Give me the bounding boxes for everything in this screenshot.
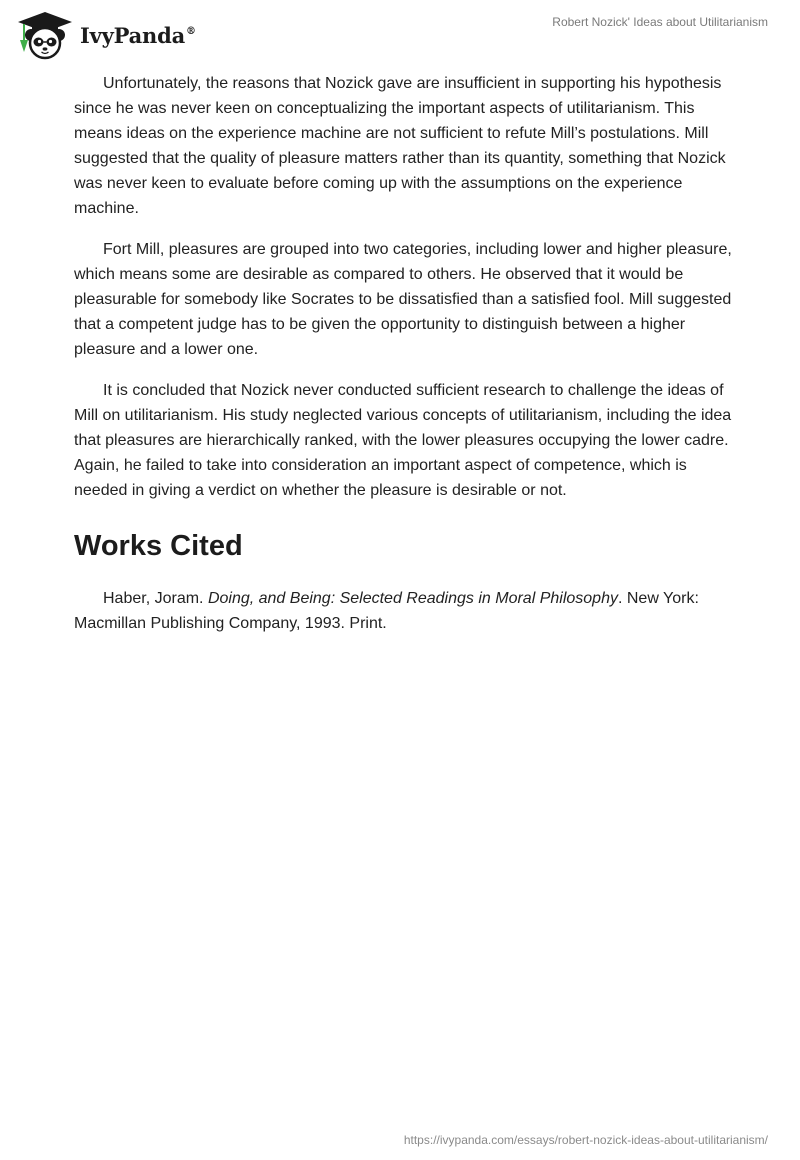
page-header <box>0 0 800 70</box>
works-cited-heading: Works Cited <box>74 530 243 562</box>
citation-title: Doing, and Being: Selected Readings in Moral Philosophy <box>207 590 618 607</box>
body-paragraph-3: It is concluded that Nozick never conducted sufficient research to challenge the ideas of Mill on utilitarianism. His study neglected various concepts of utilitarianism, including the idea that pleasures are hierarchically ranked, with the lower pleasures occupying the lower cadre. Again, he failed to take into consideration an important aspect of competence, which is needed in giving a verdict on whether the pleasure is desirable or not. <box>74 382 732 499</box>
citation-publisher: . New York: Macmillan Publishing Company, 1993. Print. <box>74 590 699 632</box>
logo-text: IvyPanda® <box>80 22 196 48</box>
citation-author: Haber, Joram. <box>103 590 208 607</box>
registered-mark: ® <box>186 25 196 37</box>
source-url[interactable]: https://ivypanda.com/essays/robert-nozick-ideas-about-utilitarianism/ <box>403 1133 768 1147</box>
ivypanda-logo[interactable] <box>14 8 196 60</box>
document-title: Robert Nozick' Ideas about Utilitarianism <box>552 15 768 29</box>
citation-entry <box>74 586 734 636</box>
body-paragraph-2: Fort Mill, pleasures are grouped into two categories, including lower and higher pleasure, which means some are desirable as compared to others. He observed that it would be pleasurable for somebody like Socrates to be dissatisfied than a satisfied fool. Mill suggested that a competent judge has to be given the opportunity to distinguish between a higher pleasure and a lower one. <box>74 241 732 358</box>
body-paragraph-1: Unfortunately, the reasons that Nozick gave are insufficient in supporting his hypothesis since he was never keen on conceptualizing the important aspects of utilitarianism. This means ideas on the experience machine are not sufficient to refute Mill’s postulations. Mill suggested that the quality of pleasure matters rather than its quantity, something that Nozick was never keen to evaluate before coming up with the assumptions on the experience machine. <box>74 75 726 217</box>
panda-graduate-icon <box>14 8 76 60</box>
essay-content <box>74 71 734 636</box>
